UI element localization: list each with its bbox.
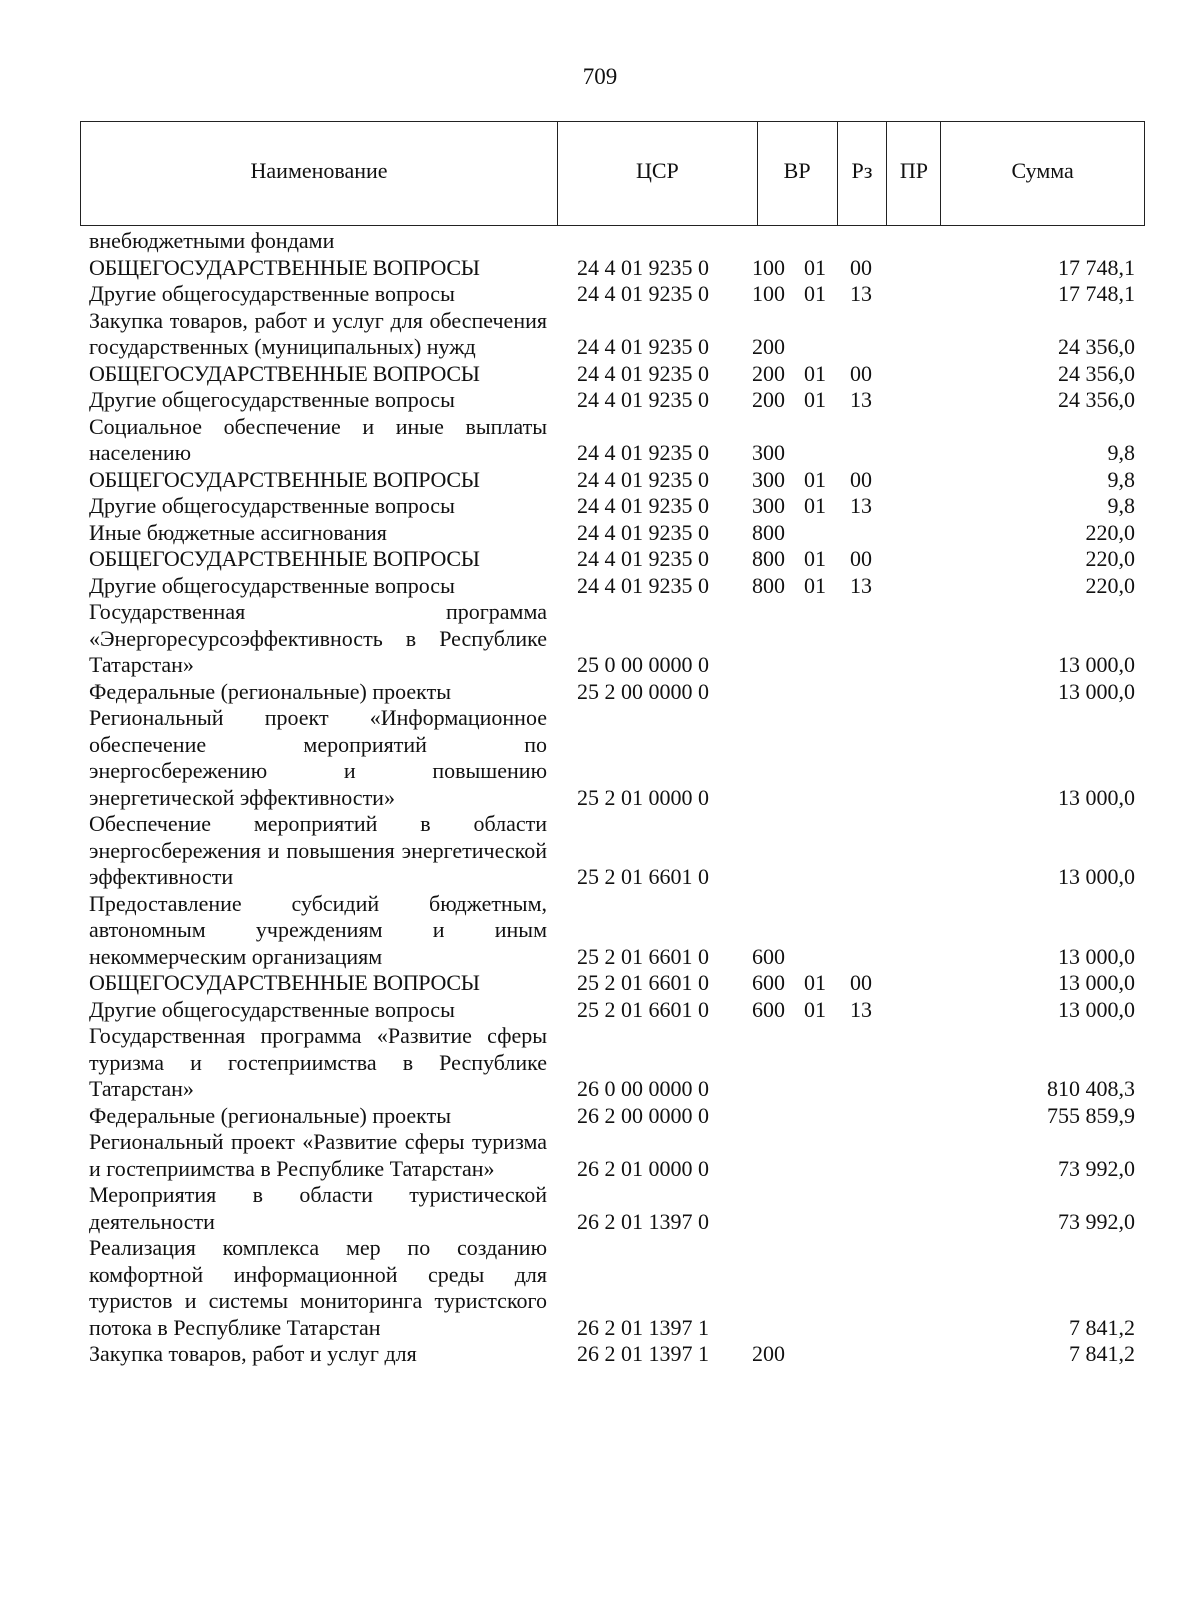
cell-vr: 100 — [752, 254, 785, 280]
cell-csr: 24 4 01 9235 0 — [577, 493, 709, 518]
cell-csr: 25 2 01 6601 0 — [577, 943, 709, 969]
cell-pr: 13 — [850, 996, 872, 1022]
cell-name: Государственная программа «Развитие сферы туризма и гостеприимства в Республике Татарстан» — [89, 1023, 547, 1101]
cell-csr: 24 4 01 9235 0 — [577, 360, 709, 386]
table-row — [89, 414, 1139, 467]
cell-name: Социальное обеспечение и иные выплаты населению — [89, 413, 547, 465]
cell-name: ОБЩЕГОСУДАРСТВЕННЫЕ ВОПРОСЫ — [89, 254, 480, 280]
table-row — [89, 228, 1139, 255]
table-row — [89, 520, 1139, 547]
cell-name: Другие общегосударственные вопросы — [89, 387, 455, 412]
cell-pr: 13 — [850, 281, 872, 306]
cell-rz: 01 — [804, 970, 826, 995]
cell-pr: 00 — [850, 970, 872, 995]
cell-csr: 25 0 00 0000 0 — [577, 652, 709, 677]
cell-name: Другие общегосударственные вопросы — [89, 572, 455, 598]
cell-csr: 24 4 01 9235 0 — [577, 254, 709, 280]
cell-csr: 26 0 00 0000 0 — [577, 1076, 709, 1101]
cell-vr: 800 — [752, 546, 785, 571]
table-row — [89, 308, 1139, 361]
cell-csr: 24 4 01 9235 0 — [577, 334, 709, 359]
cell-pr: 00 — [850, 546, 872, 571]
cell-name: Закупка товаров, работ и услуг для обеспечения государственных (муниципальных) нужд — [89, 307, 547, 359]
cell-name: Закупка товаров, работ и услуг для — [89, 1341, 417, 1366]
cell-csr: 24 4 01 9235 0 — [577, 466, 709, 492]
cell-pr: 13 — [850, 493, 872, 518]
table-row — [89, 1129, 1139, 1182]
cell-sum: 9,8 — [1107, 493, 1135, 518]
table-row — [89, 599, 1139, 679]
page-number: 709 — [582, 64, 618, 89]
cell-name: ОБЩЕГОСУДАРСТВЕННЫЕ ВОПРОСЫ — [89, 546, 480, 571]
cell-csr: 25 2 01 6601 0 — [577, 996, 709, 1022]
cell-csr: 26 2 00 0000 0 — [577, 1102, 709, 1128]
cell-sum: 24 356,0 — [1058, 334, 1135, 359]
cell-name: Региональный проект «Информационное обеспечение мероприятий по энергосбережению и повышению энергетической эффективности» — [89, 705, 547, 810]
table-body — [89, 228, 1139, 1368]
cell-name: Реализация комплекса мер по созданию комфортной информационной среды для туристов и системы мониторинга туристского потока в Республике Татарстан — [89, 1235, 547, 1340]
table-row — [89, 493, 1139, 520]
table-row — [89, 1103, 1139, 1130]
cell-sum: 220,0 — [1085, 572, 1135, 598]
cell-sum: 73 992,0 — [1058, 1155, 1135, 1181]
cell-vr: 200 — [752, 387, 785, 412]
cell-name: Другие общегосударственные вопросы — [89, 281, 455, 306]
cell-name: Федеральные (региональные) проекты — [89, 678, 451, 704]
column-header-csr: ЦСР — [558, 122, 758, 225]
cell-pr: 13 — [850, 572, 872, 598]
cell-vr: 200 — [752, 334, 785, 359]
cell-name: Региональный проект «Развитие сферы туризма и гостеприимства в Республике Татарстан» — [89, 1129, 547, 1181]
table-row — [89, 281, 1139, 308]
cell-name: Другие общегосударственные вопросы — [89, 493, 455, 518]
cell-sum: 9,8 — [1107, 440, 1135, 465]
column-header-rz: Рз — [838, 122, 888, 225]
cell-rz: 01 — [804, 360, 826, 386]
cell-vr: 600 — [752, 970, 785, 995]
table-row — [89, 387, 1139, 414]
cell-rz: 01 — [804, 387, 826, 412]
table-row — [89, 1182, 1139, 1235]
cell-name: Иные бюджетные ассигнования — [89, 519, 387, 545]
cell-sum: 810 408,3 — [1047, 1076, 1135, 1101]
cell-csr: 26 2 01 1397 1 — [577, 1314, 709, 1340]
table-row — [89, 573, 1139, 600]
cell-vr: 100 — [752, 281, 785, 306]
cell-name: внебюджетными фондами — [89, 228, 335, 253]
cell-rz: 01 — [804, 466, 826, 492]
cell-sum: 24 356,0 — [1058, 387, 1135, 412]
cell-vr: 800 — [752, 519, 785, 545]
cell-sum: 13 000,0 — [1058, 943, 1135, 969]
table-row — [89, 1235, 1139, 1341]
table-row — [89, 255, 1139, 282]
cell-csr: 26 2 01 0000 0 — [577, 1155, 709, 1181]
cell-name: Другие общегосударственные вопросы — [89, 996, 455, 1022]
cell-sum: 17 748,1 — [1058, 281, 1135, 306]
cell-name: ОБЩЕГОСУДАРСТВЕННЫЕ ВОПРОСЫ — [89, 466, 480, 492]
cell-name: Обеспечение мероприятий в области энергосбережения и повышения энергетической эффективности — [89, 811, 547, 889]
cell-csr: 26 2 01 1397 0 — [577, 1208, 709, 1234]
cell-sum: 13 000,0 — [1058, 864, 1135, 889]
column-header-sum: Сумма — [1011, 157, 1074, 183]
column-header-vr: ВР — [758, 122, 838, 225]
cell-pr: 00 — [850, 254, 872, 280]
cell-csr: 24 4 01 9235 0 — [577, 281, 709, 306]
column-header-pr: ПР — [887, 122, 941, 225]
cell-csr: 26 2 01 1397 1 — [577, 1341, 709, 1366]
table-row — [89, 997, 1139, 1024]
cell-vr: 600 — [752, 943, 785, 969]
cell-pr: 00 — [850, 466, 872, 492]
table-row — [89, 970, 1139, 997]
cell-rz: 01 — [804, 281, 826, 306]
cell-vr: 600 — [752, 996, 785, 1022]
cell-pr: 00 — [850, 360, 872, 386]
cell-sum: 17 748,1 — [1058, 254, 1135, 280]
table-row — [89, 361, 1139, 388]
cell-name: Предоставление субсидий бюджетным, автономным учреждениям и иным некоммерческим организациям — [89, 890, 547, 969]
table-row — [89, 811, 1139, 891]
cell-csr: 25 2 00 0000 0 — [577, 678, 709, 704]
cell-rz: 01 — [804, 254, 826, 280]
table-row — [89, 1341, 1139, 1368]
cell-vr: 200 — [752, 1341, 785, 1366]
table-row — [89, 546, 1139, 573]
cell-csr: 25 2 01 0000 0 — [577, 784, 709, 810]
cell-sum: 755 859,9 — [1047, 1102, 1135, 1128]
column-header-name: Наименование — [81, 122, 558, 225]
cell-sum: 13 000,0 — [1058, 970, 1135, 995]
cell-sum: 73 992,0 — [1058, 1208, 1135, 1234]
cell-rz: 01 — [804, 572, 826, 598]
cell-sum: 7 841,2 — [1069, 1314, 1135, 1340]
cell-csr: 24 4 01 9235 0 — [577, 572, 709, 598]
cell-sum: 7 841,2 — [1069, 1341, 1135, 1366]
cell-sum: 13 000,0 — [1058, 678, 1135, 704]
table-row — [89, 1023, 1139, 1103]
cell-sum: 220,0 — [1085, 546, 1135, 571]
cell-name: ОБЩЕГОСУДАРСТВЕННЫЕ ВОПРОСЫ — [89, 360, 480, 386]
cell-csr: 24 4 01 9235 0 — [577, 546, 709, 571]
cell-pr: 13 — [850, 387, 872, 412]
cell-rz: 01 — [804, 493, 826, 518]
cell-sum: 220,0 — [1085, 519, 1135, 545]
cell-csr: 24 4 01 9235 0 — [577, 440, 709, 465]
cell-rz: 01 — [804, 996, 826, 1022]
cell-vr: 300 — [752, 493, 785, 518]
table-row — [89, 705, 1139, 811]
cell-sum: 13 000,0 — [1058, 652, 1135, 677]
cell-name: Государственная программа «Энергоресурсоэффективность в Республике Татарстан» — [89, 599, 547, 677]
cell-name: Мероприятия в области туристической деятельности — [89, 1182, 547, 1234]
table-row — [89, 679, 1139, 706]
table-row — [89, 891, 1139, 971]
cell-csr: 24 4 01 9235 0 — [577, 519, 709, 545]
cell-vr: 300 — [752, 466, 785, 492]
cell-vr: 800 — [752, 572, 785, 598]
cell-name: ОБЩЕГОСУДАРСТВЕННЫЕ ВОПРОСЫ — [89, 970, 480, 995]
cell-vr: 200 — [752, 360, 785, 386]
cell-csr: 25 2 01 6601 0 — [577, 970, 709, 995]
cell-csr: 24 4 01 9235 0 — [577, 387, 709, 412]
cell-sum: 9,8 — [1107, 466, 1135, 492]
cell-vr: 300 — [752, 440, 785, 465]
table-row — [89, 467, 1139, 494]
cell-name: Федеральные (региональные) проекты — [89, 1102, 451, 1128]
cell-sum: 13 000,0 — [1058, 784, 1135, 810]
table-header — [80, 121, 1145, 226]
cell-csr: 25 2 01 6601 0 — [577, 864, 709, 889]
cell-rz: 01 — [804, 546, 826, 571]
cell-sum: 13 000,0 — [1058, 996, 1135, 1022]
cell-sum: 24 356,0 — [1058, 360, 1135, 386]
